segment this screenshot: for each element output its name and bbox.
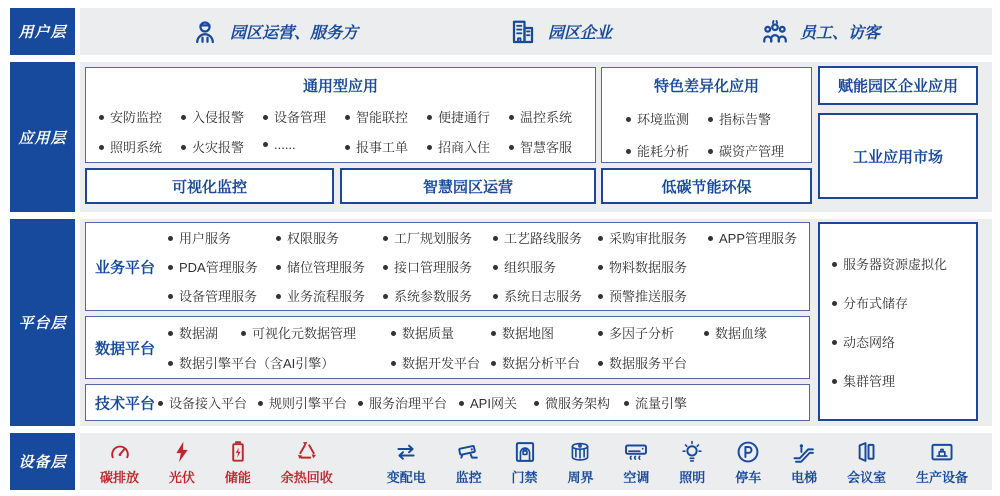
service-item: 系统参数服务: [383, 286, 493, 305]
parking-icon: [735, 439, 761, 465]
app-item: 智慧客服: [509, 137, 572, 156]
service-item: 微服务架构: [534, 393, 624, 412]
visual-monitoring-title: 可视化监控: [171, 178, 247, 196]
industrial-market-box: [818, 113, 978, 199]
application-layer-content: [80, 62, 992, 212]
infra-item: 分布式储存: [832, 293, 976, 312]
device-layer-content: [80, 433, 992, 490]
ac-icon: [623, 439, 649, 465]
user-group-label: 园区企业: [548, 25, 613, 42]
app-item: 报事工单: [345, 137, 427, 156]
device-label: 停车: [735, 470, 762, 485]
app-item: 照明系统: [99, 137, 181, 156]
service-item: 数据湖: [168, 323, 241, 342]
service-item: 预警推送服务: [598, 286, 708, 305]
app-item: 火灾报警: [181, 137, 263, 156]
platform-layer-label: 平台层: [10, 219, 75, 426]
device-surveillance: [456, 439, 482, 486]
app-item: 招商入住: [427, 137, 509, 156]
service-item: 设备接入平台: [158, 393, 258, 412]
device-label: 电梯: [791, 470, 818, 485]
app-item: 设备管理: [263, 107, 345, 126]
tech-platform-box: [85, 384, 810, 421]
battery-icon: [225, 439, 251, 465]
device-energy-storage: [225, 439, 251, 486]
user-group-operators: [190, 17, 358, 47]
user-layer-band: [10, 8, 992, 55]
meeting-room-icon: [854, 439, 880, 465]
platform-layer-content: [80, 219, 992, 426]
service-item: 可视化元数据管理: [241, 323, 391, 342]
service-item: 系统日志服务: [493, 286, 598, 305]
app-item: 智能联控: [345, 107, 427, 126]
device-access-control: [512, 439, 538, 486]
service-item: 流量引擎: [624, 393, 687, 412]
service-item: 服务治理平台: [358, 393, 459, 412]
service-item: 数据开发平台: [391, 353, 491, 372]
infrastructure-box: [818, 222, 978, 421]
service-item: 采购审批服务: [598, 228, 708, 247]
service-item: 数据引擎平台（含AI引擎）: [168, 353, 391, 372]
device-power-distribution: [387, 439, 426, 486]
business-platform-row: [86, 257, 809, 276]
device-label: 光伏: [168, 470, 195, 485]
device-label: 生产设备: [915, 470, 968, 485]
recycle-icon: [294, 439, 320, 465]
featured-apps-box: [601, 67, 812, 163]
user-group-label: 园区运营、服务方: [230, 25, 359, 42]
data-platform-row: [86, 353, 809, 372]
featured-apps-row: [602, 141, 811, 160]
service-item: PDA管理服务: [168, 257, 276, 276]
service-item: 业务流程服务: [276, 286, 383, 305]
device-label: 空调: [623, 470, 650, 485]
general-apps-box: [85, 67, 596, 163]
operator-icon: [190, 17, 220, 47]
smart-park-operation-title: 智慧园区运营: [422, 178, 513, 196]
device-label: 余热回收: [280, 470, 333, 485]
infra-item: 集群管理: [832, 371, 976, 390]
empower-apps-title: 赋能园区企业应用: [837, 78, 958, 95]
low-carbon-box: [601, 168, 812, 204]
infra-item: 动态网络: [832, 332, 976, 351]
service-item: 数据质量: [391, 323, 491, 342]
device-label: 门禁: [511, 470, 538, 485]
service-item: 储位管理服务: [276, 257, 383, 276]
app-item: 碳资产管理: [708, 141, 784, 160]
device-waste-heat: [281, 439, 333, 486]
user-group-enterprises: [508, 17, 612, 47]
service-item: 用户服务: [168, 228, 276, 247]
business-platform-row: [86, 286, 809, 305]
escalator-icon: [791, 439, 817, 465]
service-item: 设备管理服务: [168, 286, 276, 305]
app-item: 便捷通行: [427, 107, 509, 126]
business-platform-box: [85, 222, 810, 311]
low-carbon-title: 低碳节能环保: [661, 178, 752, 196]
empower-apps-box: [818, 66, 978, 105]
featured-apps-title: 特色差异化应用: [653, 78, 759, 95]
service-item: 数据服务平台: [598, 353, 687, 372]
device-layer-band: [10, 433, 992, 490]
user-group-visitors: [760, 17, 880, 47]
service-item: 工艺路线服务: [493, 228, 598, 247]
industrial-market-title: 工业应用市场: [852, 148, 943, 166]
cctv-icon: [456, 439, 482, 465]
device-layer-label: 设备层: [10, 433, 75, 490]
service-item: 规则引擎平台: [258, 393, 358, 412]
app-item: 温控系统: [509, 107, 572, 126]
exchange-arrows-icon: [393, 439, 419, 465]
infra-item: 服务器资源虚拟化: [832, 254, 976, 273]
solar-bolt-icon: [169, 439, 195, 465]
device-label: 变配电: [386, 470, 426, 485]
service-item: APP管理服务: [708, 228, 797, 247]
service-item: 组织服务: [493, 257, 598, 276]
app-item: 安防监控: [99, 107, 181, 126]
user-group-label: 员工、访客: [800, 25, 881, 42]
device-hvac: [623, 439, 649, 486]
application-layer-label: 应用层: [10, 62, 75, 212]
device-label: 碳排放: [100, 470, 140, 485]
device-lighting: [679, 439, 705, 486]
data-platform-box: [85, 316, 810, 379]
device-elevator: [791, 439, 817, 486]
service-item: 数据地图: [491, 323, 598, 342]
light-bulb-icon: [679, 439, 705, 465]
perimeter-icon: [567, 439, 593, 465]
service-item: 物料数据服务: [598, 257, 708, 276]
featured-apps-row: [602, 109, 811, 128]
business-platform-row: [86, 228, 809, 247]
service-item: 接口管理服务: [383, 257, 493, 276]
general-apps-row: [86, 137, 595, 156]
device-production-equipment: [916, 439, 968, 486]
visitors-icon: [760, 17, 790, 47]
device-parking: [735, 439, 761, 486]
gauge-icon: [107, 439, 133, 465]
app-item: 环境监测: [626, 109, 708, 128]
data-platform-row: [86, 323, 809, 342]
device-label: 监控: [455, 470, 482, 485]
user-layer-label: 用户层: [10, 8, 75, 55]
door-lock-icon: [512, 439, 538, 465]
platform-layer-band: [10, 219, 992, 426]
service-item: 数据血缘: [704, 323, 767, 342]
device-label: 储能: [224, 470, 251, 485]
device-label: 照明: [679, 470, 706, 485]
user-layer-content: [80, 8, 992, 55]
device-meeting-room: [847, 439, 886, 486]
app-item: 能耗分析: [626, 141, 708, 160]
device-label: 会议室: [847, 470, 887, 485]
service-item: 多因子分析: [598, 323, 704, 342]
service-item: API网关: [459, 393, 534, 412]
tech-platform-title: 技术平台: [95, 395, 156, 412]
app-item: 入侵报警: [181, 107, 263, 126]
enterprise-icon: [508, 17, 538, 47]
general-apps-title: 通用型应用: [302, 78, 378, 95]
device-label: 周界: [567, 470, 594, 485]
device-perimeter: [567, 439, 593, 486]
data-platform-title: 数据平台: [95, 340, 156, 357]
service-item: 工厂规划服务: [383, 228, 493, 247]
device-solar: [169, 439, 195, 486]
visual-monitoring-box: [85, 168, 334, 204]
tech-platform-row: [86, 393, 809, 412]
production-icon: [929, 439, 955, 465]
smart-park-operation-box: [340, 168, 596, 204]
application-layer-band: [10, 62, 992, 212]
business-platform-title: 业务平台: [95, 259, 156, 276]
service-item: 权限服务: [276, 228, 383, 247]
device-carbon-emission: [100, 439, 139, 486]
general-apps-row: [86, 107, 595, 126]
app-item: ......: [263, 137, 345, 156]
service-item: 数据分析平台: [491, 353, 598, 372]
app-item: 指标告警: [708, 109, 771, 128]
